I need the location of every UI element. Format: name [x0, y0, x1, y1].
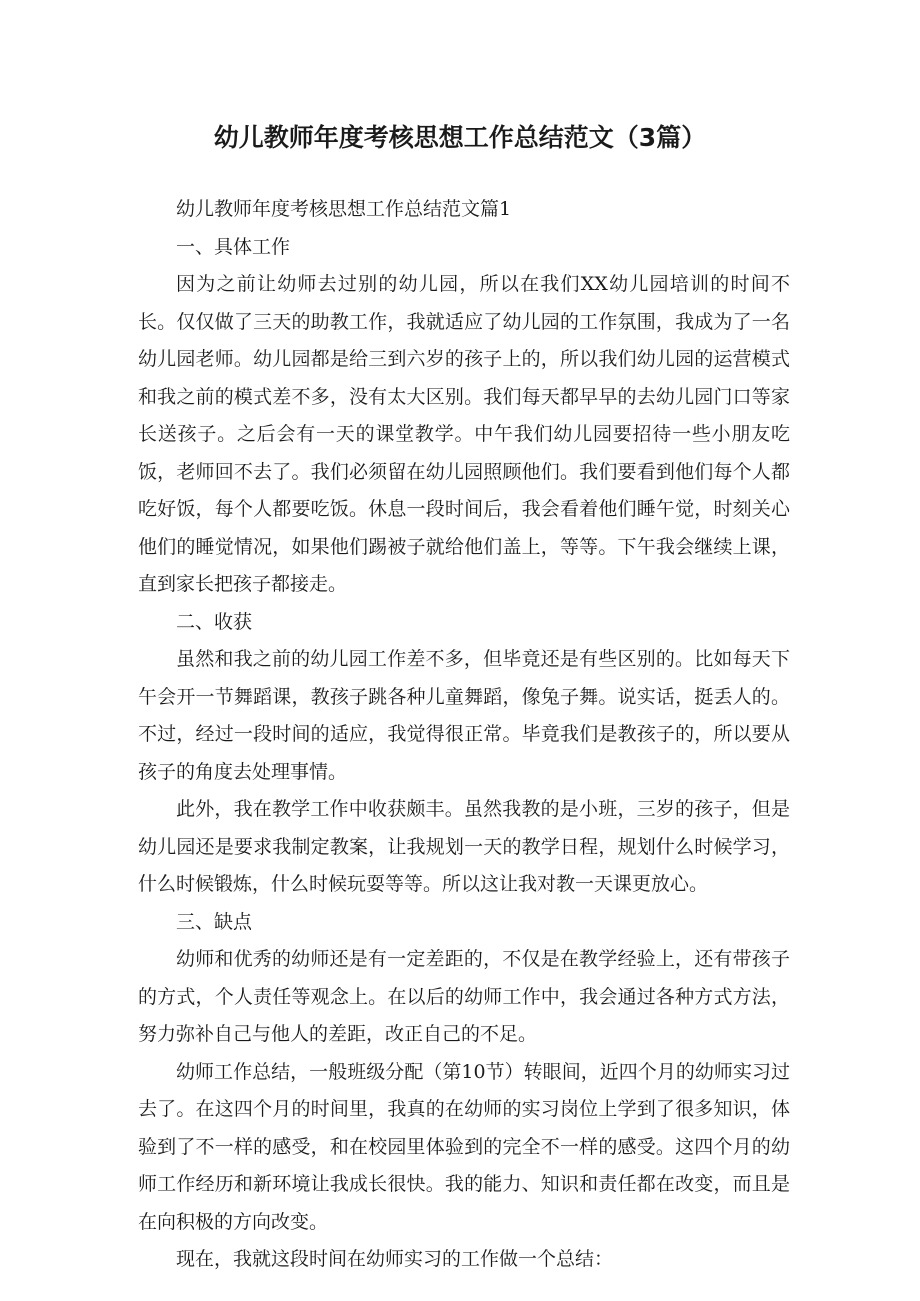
body-paragraph: 现在，我就这段时间在幼师实习的工作做一个总结：	[176, 1248, 614, 1270]
document-body	[138, 191, 790, 1279]
subsection-heading: 二、收获	[176, 610, 253, 633]
body-paragraph: 幼师工作总结，一般班级分配（第10节）转眼间，近四个月的幼师实习过去了。在这四个月的时间里，我真的在幼师的实习岗位上学到了很多知识，体验到了不一样的感受，和在校园里体验到的完全不一样的感受。这四个月的幼师工作经历和新环境让我成长很快。我的能力、知识和责任都在改变，而且是在向积极的方向改变。	[138, 1060, 790, 1233]
subsection-heading: 三、缺点	[176, 910, 253, 933]
subsection-heading: 一、具体工作	[176, 235, 291, 258]
body-paragraph: 幼师和优秀的幼师还是有一定差距的，不仅是在教学经验上，还有带孩子的方式，个人责任等观念上。在以后的幼师工作中，我会通过各种方式方法，努力弥补自己与他人的差距，改正自己的不足。	[138, 948, 790, 1045]
body-paragraph: 此外，我在教学工作中收获颇丰。虽然我教的是小班，三岁的孩子，但是幼儿园还是要求我制定教案，让我规划一天的教学日程，规划什么时候学习，什么时候锻炼，什么时候玩耍等等。所以这让我对教一天课更放心。	[138, 798, 790, 895]
section-heading: 幼儿教师年度考核思想工作总结范文篇1	[176, 198, 512, 220]
body-paragraph: 虽然和我之前的幼儿园工作差不多，但毕竟还是有些区别的。比如每天下午会开一节舞蹈课，教孩子跳各种儿童舞蹈，像兔子舞。说实话，挺丢人的。不过，经过一段时间的适应，我觉得很正常。毕竟我们是教孩子的，所以要从孩子的角度去处理事情。	[138, 648, 790, 783]
body-paragraph: 因为之前让幼师去过别的幼儿园，所以在我们XX幼儿园培训的时间不长。仅仅做了三天的助教工作，我就适应了幼儿园的工作氛围，我成为了一名幼儿园老师。幼儿园都是给三到六岁的孩子上的，所以我们幼儿园的运营模式和我之前的模式差不多，没有太大区别。我们每天都早早的去幼儿园门口等家长送孩子。之后会有一天的课堂教学。中午我们幼儿园要招待一些小朋友吃饭，老师回不去了。我们必须留在幼儿园照顾他们。我们要看到他们每个人都吃好饭，每个人都要吃饭。休息一段时间后，我会看着他们睡午觉，时刻关心他们的睡觉情况，如果他们踢被子就给他们盖上，等等。下午我会继续上课，直到家长把孩子都接走。	[138, 273, 790, 595]
document-title: 幼儿教师年度考核思想工作总结范文（3篇）	[213, 123, 707, 152]
